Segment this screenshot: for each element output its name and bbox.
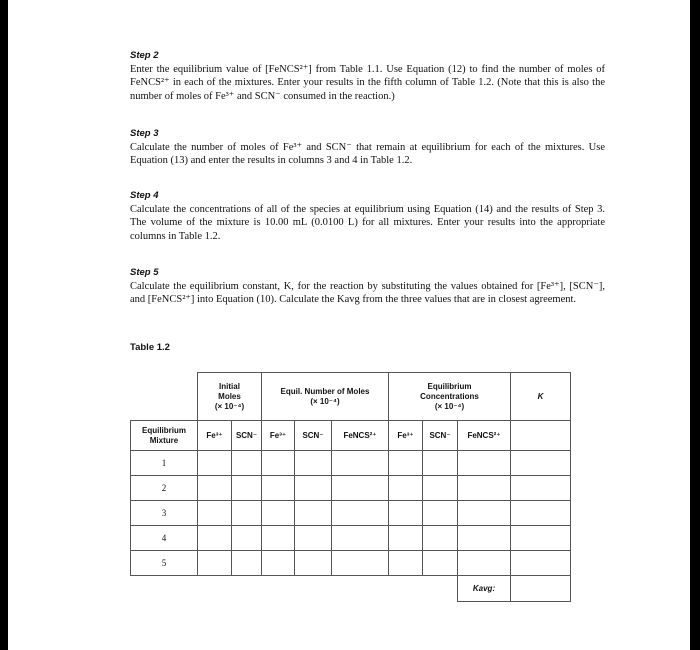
data-cell[interactable] (198, 501, 232, 526)
initial-header-line-2: Moles (218, 391, 241, 401)
data-cell[interactable] (198, 451, 232, 476)
step-3-body: Calculate the number of moles of Fe³⁺ and SCN⁻ that remain at equilibrium for each of the mixtures. Use Equation (13) and enter the results in columns 3 and 4 in Table 1.2. (130, 142, 605, 167)
data-cell[interactable] (232, 551, 262, 576)
equil-moles-line-2: (× 10⁻⁴) (310, 396, 340, 406)
data-cell[interactable] (423, 501, 458, 526)
kavg-label: Kavg: (458, 576, 511, 602)
step-3-section (130, 128, 605, 168)
equil-conc-header (389, 373, 511, 421)
table-title: Table 1.2 (130, 342, 170, 353)
kavg-spacer (131, 576, 458, 602)
initial-header-line-3: (× 10⁻⁴) (214, 401, 245, 411)
k-header: K (511, 373, 571, 421)
mixture-number: 3 (131, 501, 198, 526)
table-row (131, 476, 571, 501)
step-4-body: Calculate the concentrations of all of the species at equilibrium using Equation (14) and the results of Step 3. The volume of the mixture is 10.00 mL (0.0100 L) for all mixtures. Enter your results into the appropriate columns in Table 1.2. (130, 204, 605, 242)
data-cell[interactable] (262, 451, 295, 476)
data-cell[interactable] (458, 476, 511, 501)
col-conc-fe: Fe³⁺ (389, 421, 423, 451)
col-k-empty (511, 421, 571, 451)
right-black-border (690, 0, 700, 650)
table-group-header-row (131, 373, 571, 421)
data-cell[interactable] (423, 526, 458, 551)
equil-conc-line-2: Concentrations (420, 391, 479, 401)
equil-conc-line-3: (× 10⁻⁴) (434, 401, 465, 411)
col-initial-fe: Fe³⁺ (198, 421, 232, 451)
table-row (131, 501, 571, 526)
kavg-value-cell[interactable] (511, 576, 571, 602)
equilibrium-table (130, 372, 571, 602)
data-cell[interactable] (389, 451, 423, 476)
equil-moles-header (262, 373, 389, 421)
left-black-border (0, 0, 8, 650)
mixture-number: 4 (131, 526, 198, 551)
initial-header-line-1: Initial (219, 381, 240, 391)
col-equil-fe: Fe³⁺ (262, 421, 295, 451)
table-row (131, 526, 571, 551)
table-column-header-row (131, 421, 571, 451)
data-cell[interactable] (423, 476, 458, 501)
data-cell[interactable] (295, 551, 332, 576)
data-cell[interactable] (232, 451, 262, 476)
col-conc-fencs: FeNCS²⁺ (458, 421, 511, 451)
data-cell[interactable] (198, 551, 232, 576)
data-cell[interactable] (389, 476, 423, 501)
data-cell[interactable] (511, 551, 571, 576)
data-cell[interactable] (332, 526, 389, 551)
step-4-section (130, 190, 605, 243)
data-cell[interactable] (458, 501, 511, 526)
step-5-title: Step 5 (130, 267, 159, 278)
equil-moles-line-1: Equil. Number of Moles (280, 386, 370, 396)
data-cell[interactable] (295, 526, 332, 551)
col-equil-scn: SCN⁻ (295, 421, 332, 451)
data-cell[interactable] (423, 451, 458, 476)
data-cell[interactable] (262, 501, 295, 526)
data-cell[interactable] (423, 551, 458, 576)
data-cell[interactable] (262, 551, 295, 576)
mixture-header-line-1: Equilibrium (142, 425, 186, 435)
data-cell[interactable] (295, 501, 332, 526)
data-cell[interactable] (295, 451, 332, 476)
data-cell[interactable] (198, 476, 232, 501)
data-cell[interactable] (332, 551, 389, 576)
step-5-section (130, 267, 605, 307)
data-cell[interactable] (262, 526, 295, 551)
mixture-number: 2 (131, 476, 198, 501)
col-initial-scn: SCN⁻ (232, 421, 262, 451)
mixture-header (131, 421, 198, 451)
step-5-body: Calculate the equilibrium constant, K, for the reaction by substituting the values obtained for [Fe³⁺], [SCN⁻], and [FeNCS²⁺] into Equation (10). Calculate the Kavg from the three values that are in closest agreement. (130, 281, 605, 306)
data-cell[interactable] (511, 476, 571, 501)
step-4-title: Step 4 (130, 190, 159, 201)
table-row (131, 451, 571, 476)
data-cell[interactable] (389, 526, 423, 551)
step-2-body: Enter the equilibrium value of [FeNCS²⁺] from Table 1.1. Use Equation (12) to find the number of moles of FeNCS²⁺ in each of the mixtures. Enter your results in the fifth column of Table 1.2. (Note that this is also the number of moles of Fe³⁺ and SCN⁻ consumed in the reaction.) (130, 64, 605, 102)
step-2-title: Step 2 (130, 50, 159, 61)
mixture-number: 1 (131, 451, 198, 476)
data-cell[interactable] (458, 526, 511, 551)
data-cell[interactable] (389, 501, 423, 526)
mixture-header-line-2: Mixture (149, 435, 179, 445)
empty-corner-cell (131, 373, 198, 421)
table-row (131, 551, 571, 576)
data-cell[interactable] (458, 451, 511, 476)
kavg-row (131, 576, 571, 602)
data-cell[interactable] (511, 526, 571, 551)
data-cell[interactable] (511, 501, 571, 526)
data-cell[interactable] (232, 501, 262, 526)
data-cell[interactable] (262, 476, 295, 501)
initial-moles-header (198, 373, 262, 421)
data-cell[interactable] (389, 551, 423, 576)
data-cell[interactable] (198, 526, 232, 551)
equil-conc-line-1: Equilibrium (427, 381, 472, 391)
col-conc-scn: SCN⁻ (423, 421, 458, 451)
data-cell[interactable] (458, 551, 511, 576)
data-cell[interactable] (332, 451, 389, 476)
data-cell[interactable] (332, 476, 389, 501)
data-cell[interactable] (332, 501, 389, 526)
data-cell[interactable] (295, 476, 332, 501)
data-cell[interactable] (232, 526, 262, 551)
data-cell[interactable] (232, 476, 262, 501)
step-3-title: Step 3 (130, 128, 159, 139)
mixture-number: 5 (131, 551, 198, 576)
step-2-section (130, 50, 605, 103)
data-cell[interactable] (511, 451, 571, 476)
col-equil-fencs: FeNCS²⁺ (332, 421, 389, 451)
